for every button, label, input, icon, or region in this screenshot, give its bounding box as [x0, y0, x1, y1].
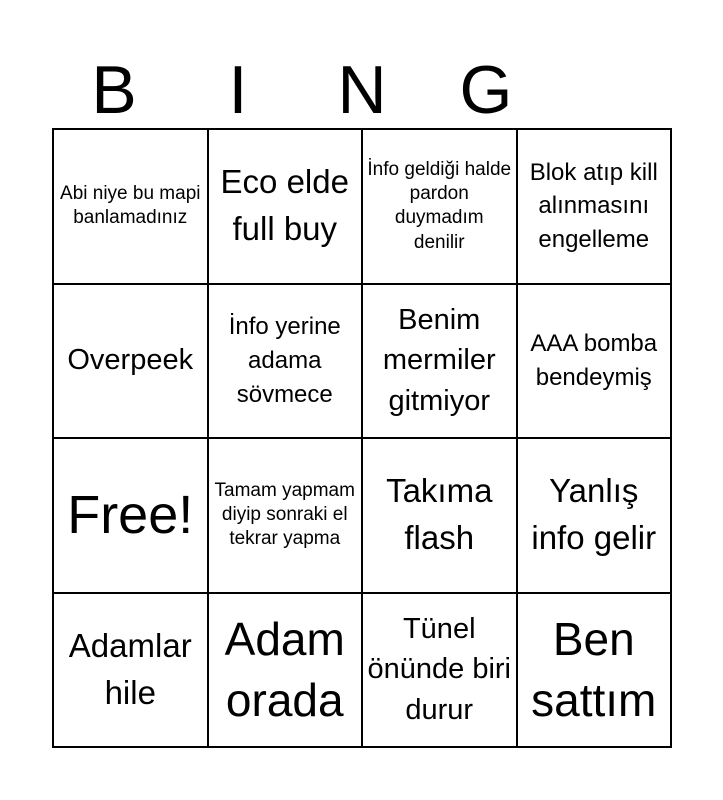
cell-text: Abi niye bu mapi banlamadınız: [60, 182, 201, 229]
bingo-header: [52, 52, 672, 128]
bingo-cell[interactable]: [208, 438, 363, 593]
bingo-cell[interactable]: [362, 438, 517, 593]
bingo-cell[interactable]: [53, 129, 208, 284]
cell-text: Blok atıp kill alınmasını engelleme: [529, 158, 658, 254]
bingo-cell[interactable]: [362, 284, 517, 439]
bingo-cell[interactable]: [208, 129, 363, 284]
bingo-board: [52, 128, 672, 748]
cell-text: Yanlış info gelir: [531, 472, 657, 557]
bingo-cell[interactable]: [517, 438, 672, 593]
bingo-cell[interactable]: [208, 593, 363, 748]
cell-text: AAA bomba bendeymiş: [530, 330, 658, 391]
bingo-cell[interactable]: [517, 129, 672, 284]
header-letter-n: N: [337, 52, 387, 128]
cell-text: Free!: [67, 484, 194, 545]
cell-text: Takıma flash: [386, 472, 493, 557]
cell-text: Benim mermiler gitmiyor: [382, 303, 496, 418]
header-letter-b: B: [91, 52, 137, 128]
cell-text: İnfo yerine adama sövmece: [228, 313, 341, 408]
bingo-cell[interactable]: [517, 593, 672, 748]
cell-text: Eco elde full buy: [220, 163, 349, 248]
bingo-cell[interactable]: [517, 284, 672, 439]
cell-text: Ben sattım: [531, 613, 657, 726]
free-cell[interactable]: [53, 438, 208, 593]
bingo-cell[interactable]: [208, 284, 363, 439]
bingo-cell[interactable]: [362, 129, 517, 284]
cell-text: Adam orada: [224, 613, 345, 726]
bingo-cell[interactable]: [53, 284, 208, 439]
header-letter-g: G: [459, 52, 513, 128]
cell-text: Adamlar hile: [68, 626, 192, 711]
cell-text: İnfo geldiği halde pardon duymadım denilir: [367, 158, 512, 253]
cell-text: Tamam yapmam diyip sonraki el tekrar yapma: [214, 479, 355, 550]
bingo-cell[interactable]: [362, 593, 517, 748]
header-letter-i: I: [228, 52, 248, 128]
bingo-cell[interactable]: [53, 593, 208, 748]
cell-text: Overpeek: [67, 344, 194, 377]
cell-text: Tünel önünde biri durur: [367, 612, 511, 727]
